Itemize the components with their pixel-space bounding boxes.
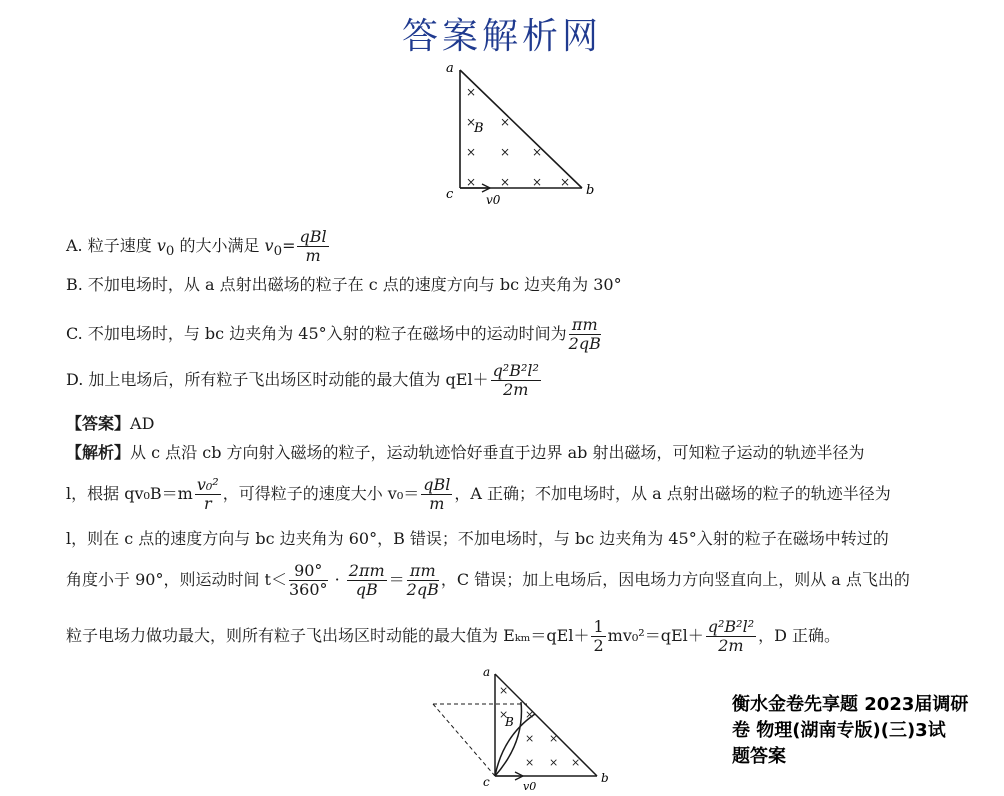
svg-text:×: × bbox=[500, 145, 511, 159]
site-title: 答案解析网 bbox=[401, 16, 602, 57]
fraction: $\frac{\text{v₀²}}{r}$ bbox=[196, 475, 219, 513]
label-b: b bbox=[601, 771, 609, 785]
triangle-figure-bottom bbox=[425, 664, 625, 794]
label-v0: v0 bbox=[486, 193, 501, 207]
svg-text:×: × bbox=[532, 145, 543, 159]
svg-text:×: × bbox=[466, 175, 477, 189]
svg-text:×: × bbox=[532, 175, 543, 189]
option-b: B. 不加电场时，从 a 点射出磁场的粒子在 c 点的速度方向与 bc 边夹角为 30° bbox=[66, 275, 622, 294]
svg-text:×: × bbox=[466, 115, 477, 129]
label-a: a bbox=[483, 665, 491, 679]
label-c: c bbox=[446, 187, 454, 202]
label-B: B bbox=[505, 715, 514, 729]
svg-text:×: × bbox=[525, 708, 535, 721]
svg-text:×: × bbox=[571, 756, 581, 769]
option-d: D. 加上电场后，所有粒子飞出场区时动能的最大值为 qEl＋ $\frac{\text{q²B²l²}}{2m}$ bbox=[66, 361, 539, 399]
analysis-line-1: 【解析】从 c 点沿 cb 方向射入磁场的粒子，运动轨迹恰好垂直于边界 ab 射出磁场，可知粒子运动的轨迹半径为 bbox=[66, 443, 865, 462]
analysis-line-4: 角度小于 90°，则运动时间 t＜ $\frac{90^\circ}{360^\circ}$ · $\frac{2\pi m}{qB}$ ＝ $\frac{\pi m}{2qB}$ ，C 错误；加上电场后，因电场力方向竖直向上，则从 a 点飞出的 bbox=[66, 561, 910, 599]
label-c: c bbox=[483, 775, 490, 789]
label-b: b bbox=[586, 183, 595, 198]
label-B: B bbox=[474, 121, 484, 136]
svg-text:×: × bbox=[499, 708, 509, 721]
fraction: $\frac{\text{qBl}}{m}$ bbox=[299, 227, 327, 265]
svg-text:×: × bbox=[525, 756, 535, 769]
svg-text:×: × bbox=[500, 115, 511, 129]
option-a: A. 粒子速度 $v_0$ 的大小满足 $v_0=$ $\frac{\text{qBl}}{m}$ bbox=[66, 227, 327, 265]
fraction: $\frac{90^\circ}{360^\circ}$ bbox=[288, 561, 328, 599]
fraction: $\frac{\text{q²B²l²}}{2m}$ bbox=[707, 617, 755, 655]
option-c: C. 不加电场时，与 bc 边夹角为 45°入射的粒子在磁场中的运动时间为 $\frac{\pi m}{2qB}$ bbox=[66, 315, 601, 353]
svg-text:×: × bbox=[499, 684, 509, 697]
analysis-line-2: l，根据 qv₀B＝m $\frac{\text{v₀²}}{r}$ ，可得粒子的速度大小 v₀＝ $\frac{\text{qBl}}{m}$ ，A 正确；不加电场时，从 a 点射出磁场的粒子的轨迹半径为 bbox=[66, 475, 891, 513]
triangle-figure-top bbox=[440, 58, 620, 208]
svg-text:×: × bbox=[549, 732, 559, 745]
analysis-line-5: 粒子电场力做功最大，则所有粒子飞出场区时动能的最大值为 Eₖₘ＝qEl＋ $\frac{1}{2}$ mv₀²＝qEl＋ $\frac{\text{q²B²l²}}{2m}$ ，D 正确。 bbox=[66, 617, 841, 655]
fraction: $\frac{\text{q²B²l²}}{2m}$ bbox=[492, 361, 539, 399]
fraction: $\frac{\pi m}{2qB}$ bbox=[568, 315, 601, 353]
answer-line: 【答案】AD bbox=[66, 414, 155, 433]
caption-overlay: 衡水金卷先享题 2023届调研 卷 物理(湖南专版)(三)3试 题答案 bbox=[732, 692, 1002, 770]
fraction: $\frac{2\pi m}{qB}$ bbox=[348, 561, 385, 599]
svg-text:×: × bbox=[500, 175, 511, 189]
fraction: $\frac{\pi m}{2qB}$ bbox=[406, 561, 439, 599]
label-a: a bbox=[446, 61, 454, 76]
analysis-line-3: l，则在 c 点的速度方向与 bc 边夹角为 60°，B 错误；不加电场时，与 bc 边夹角为 45°入射的粒子在磁场中转过的 bbox=[66, 529, 889, 548]
svg-text:×: × bbox=[549, 756, 559, 769]
fraction: $\frac{1}{2}$ bbox=[593, 617, 604, 655]
svg-text:×: × bbox=[525, 732, 535, 745]
svg-text:×: × bbox=[560, 175, 571, 189]
fraction: $\frac{\text{qBl}}{m}$ bbox=[423, 475, 451, 513]
field-markers bbox=[466, 85, 570, 189]
label-v0: v0 bbox=[523, 780, 537, 793]
svg-text:×: × bbox=[466, 145, 477, 159]
svg-text:×: × bbox=[466, 85, 477, 99]
